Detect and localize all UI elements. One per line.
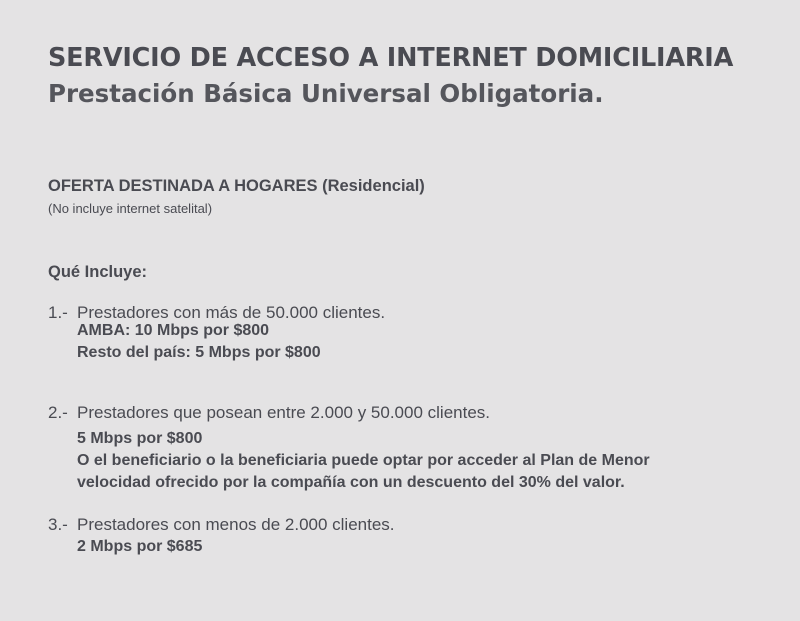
item-detail: O el beneficiario o la beneficiaria puede optar por acceder al Plan de Menor <box>77 452 650 469</box>
offer-title: OFERTA DESTINADA A HOGARES (Residencial) <box>48 177 425 195</box>
item-detail: 2 Mbps por $685 <box>77 538 203 555</box>
item-detail: AMBA: 10 Mbps por $800 <box>77 322 270 339</box>
item-detail: Resto del país: 5 Mbps por $800 <box>77 344 321 361</box>
item-text: Prestadores con menos de 2.000 clientes. <box>77 515 395 534</box>
page-title: SERVICIO DE ACCESO A INTERNET DOMICILIARIA <box>48 43 734 73</box>
offer-note: (No incluye internet satelital) <box>48 201 213 216</box>
page-subtitle: Prestación Básica Universal Obligatoria. <box>48 79 604 108</box>
item-detail: 5 Mbps por $800 <box>77 430 203 447</box>
item-text: Prestadores con más de 50.000 clientes. <box>77 303 386 322</box>
item-number: 3.- <box>48 515 68 534</box>
item-detail: velocidad ofrecido por la compañía con un descuento del 30% del valor. <box>77 474 625 491</box>
includes-heading: Qué Incluye: <box>48 263 148 281</box>
item-number: 1.- <box>48 303 68 322</box>
item-text: Prestadores que posean entre 2.000 y 50.000 clientes. <box>77 403 491 422</box>
item-number: 2.- <box>48 403 68 422</box>
